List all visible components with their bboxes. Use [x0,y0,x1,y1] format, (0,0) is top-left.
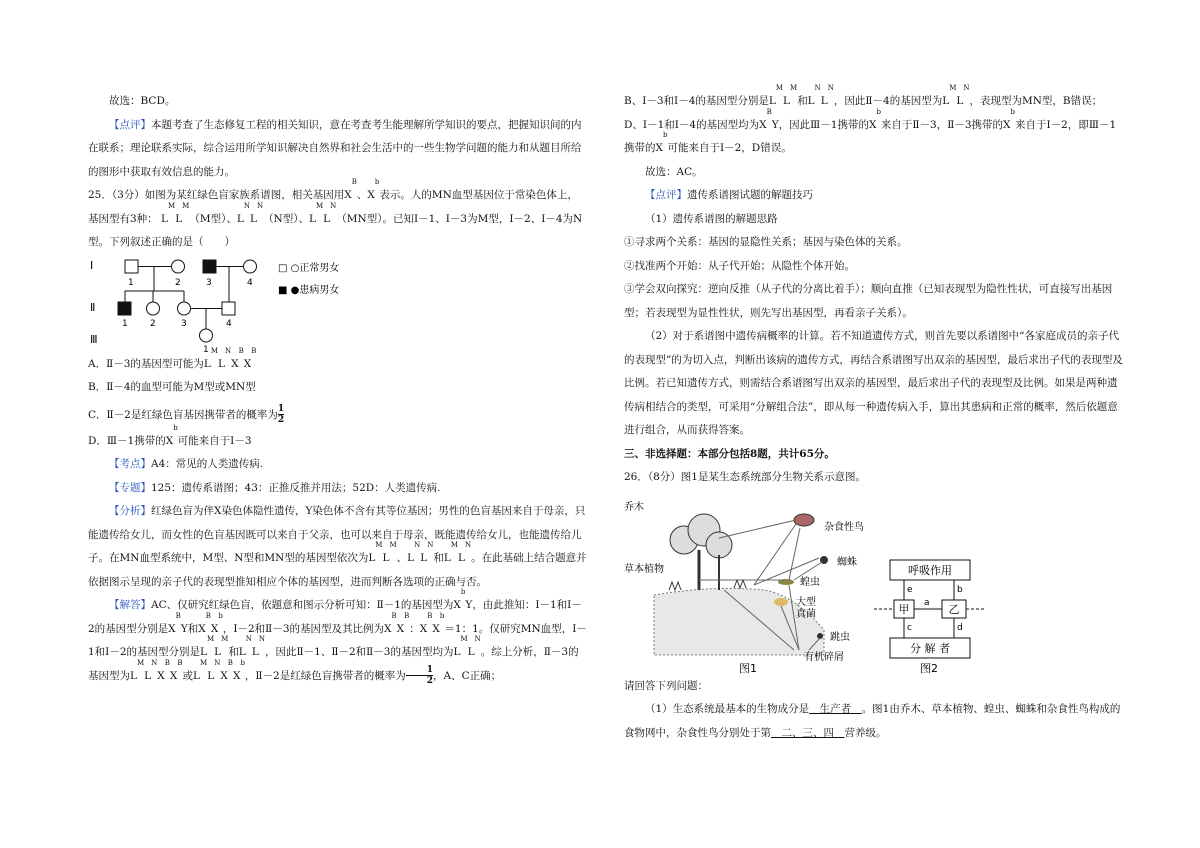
figure-1-svg [624,490,1124,675]
ecosystem-figures [624,490,1124,675]
pedigree-I1 [125,260,138,273]
svg-text:草本植物: 草本植物 [624,563,664,575]
question-26-stem: 26．（8分）图1是某生态系统部分生物关系示意图。 [624,471,866,483]
comment-tag: 【点评】 [109,118,151,131]
tips-5: （2）对于系谱图中遗传病概率的计算。若不知道遗传方式，则首先要以系谱图中“各家庭成员的亲子代的表现型”的为切入点，判断出该病的遗传方式，再结合系谱图写出双亲的基因型，最后求出子代的表现型及比例。若已知遗传方式，则需结合系谱图写出双亲的基因型，最后求出子代的表现型及比例。如果是两种遗传病相结合的类型，可采用“分解组合法”，即从每一种遗传病入手，算出其患病和正常的概率，然后依题意进行组合，从而获得答案。 [624,330,1123,436]
fraction: $\frac{1}{2}$ [277,404,285,425]
svg-text:1: 1 [203,344,209,353]
option-c: C．Ⅱ－2是红绿色盲基因携带者的概率为 $\frac{1}{2}$ [88,404,285,425]
svg-text:乙: 乙 [948,602,960,616]
svg-text:4: 4 [226,318,232,329]
svg-text:呼吸作用: 呼吸作用 [908,563,952,577]
svg-text:2: 2 [150,318,156,329]
svg-text:蜘蛛: 蜘蛛 [837,556,857,568]
svg-text:2: 2 [175,277,181,288]
option-a: A．Ⅱ－3的基因型可能为$L^ML^NX^BX^B$ [88,346,257,370]
svg-text:大型: 大型 [796,596,816,608]
svg-text:杂食性鸟: 杂食性鸟 [824,521,864,533]
pedigree-figure [88,255,588,353]
tips-3: ②找准两个开始：从子代开始；从隐性个体开始。 [624,259,855,272]
legend-sick: ■ ●患病男女 [278,284,340,296]
svg-text:3: 3 [206,277,212,288]
svg-text:4: 4 [247,277,253,288]
pedigree-II2 [147,302,160,315]
pedigree-I3 [203,260,216,273]
option-d-analysis: D、Ⅰ－1和Ⅰ－4的基因型均为$X^BY$，因此Ⅲ－1携带的$X^b$来自于Ⅱ－3，Ⅱ－3携带的$X^b$来自于Ⅰ－2，即Ⅲ－1携带的$X^b$可能来自于Ⅰ－2，D错误。 [624,107,1117,154]
option-d: D．Ⅲ－1携带的$X^b$可能来自于Ⅰ－3 [88,423,252,447]
right-column [624,84,1124,745]
svg-text:蝗虫: 蝗虫 [800,576,820,588]
svg-text:c: c [907,622,912,633]
svg-text:Ⅲ: Ⅲ [90,332,98,346]
tips-title: 【点评】遗传系谱图试题的解题技巧 [645,189,813,201]
svg-text:分 解 者: 分 解 者 [910,641,950,655]
kaodian-line: 【考点】A4：常见的人类遗传病. [109,458,264,470]
pedigree-III1 [200,329,213,342]
svg-text:甲: 甲 [898,602,910,616]
answer-ac: 故选：AC。 [645,165,703,178]
pedigree-II4 [222,302,235,315]
zhuanti-line: 【专题】125：遗传系谱图；43：正推反推并用法；52D：人类遗传病. [109,481,441,494]
svg-text:图2: 图2 [920,661,938,675]
tips-2: ①寻求两个关系：基因的显隐性关系；基因与染色体的关系。 [624,236,908,248]
figure-2 [874,560,986,675]
answer-1: （1）生态系统最基本的生物成分是 生产者 。图1由乔木、草本植物、蝗虫、蜘蛛和杂食性鸟构成的食物网中，杂食性鸟分别处于第 二、三、四 营养级。 [624,703,1121,739]
pedigree-I2 [172,260,185,273]
answer-line: 故选：BCD。 [109,95,176,107]
tips-1: （1）遗传系谱图的解题思路 [645,212,778,225]
left-column [88,90,588,688]
bird-icon [794,514,814,526]
pedigree-svg [88,255,388,353]
svg-text:1: 1 [122,318,128,329]
comment-paragraph: 【点评】本题考查了生态修复工程的相关知识，意在考查考生能理解所学知识的要点，把握知识间的内在联系；理论联系实际，综合运用所学知识解决自然界和社会生活中的一些生物学问题的能力和从题目所给的图形中获取有效信息的能力。 [88,118,582,178]
jieda-paragraph: 【解答】AC、仅研究红绿色盲，依题意和图示分析可知：Ⅱ－1的基因型为$X^bY$，由此推知：Ⅰ－1和Ⅰ－2的基因型分别是$X^BY$和$X^BX^b$，Ⅰ－2和Ⅱ－3的基因型及其比例为$X^BX^B$：$X^BX^b=1$：1。仅研究MN血型，Ⅰ－1和Ⅰ－2的基因型分别是$L^ML^M$和$L^NL^N$，因此Ⅱ－1、Ⅱ－2和Ⅱ－3的基因型均为$L^ML^N$。综上分析，Ⅱ－3的基因型为$L^ML^NX^BX^B$或$L^ML^NX^BX^b$，Ⅱ－2是红绿色盲携带者的概率为 $\frac{1}{2}$ ，A、C正确； [88,588,587,686]
question-prompt: 请回答下列问题： [624,679,708,692]
question-25-stem: 25．（3分）如图为某红绿色盲家族系谱图，相关基因用$X^B$、$X^b$表示。人的MN血型基因位于常染色体上，基因型有3种： $L^ML^M(M$型）、$L^NL^N(N$型）、$L^ML^N(MN$型）。已知Ⅰ－1、Ⅰ－3为M型，Ⅰ－2、Ⅰ－4为N型。下列叙述正确的是（ ） [88,178,583,248]
svg-text:b: b [957,584,963,595]
svg-text:d: d [957,622,963,633]
svg-text:a: a [924,597,930,608]
svg-text:跳虫: 跳虫 [830,631,850,643]
svg-text:真菌: 真菌 [796,608,816,620]
section-3-heading: 三、非选择题：本部分包括8题，共计65分。 [624,447,835,460]
pedigree-I4 [244,260,257,273]
svg-text:Ⅱ: Ⅱ [90,300,96,314]
svg-text:乔木: 乔木 [624,501,644,513]
legend-normal: □ ○正常男女 [278,262,340,274]
svg-text:e: e [907,584,913,595]
svg-text:Ⅰ: Ⅰ [90,258,94,272]
svg-text:有机碎屑: 有机碎屑 [804,651,844,663]
pedigree-II1 [118,302,131,315]
option-b-analysis: B、Ⅰ－3和Ⅰ－4的基因型分别是$L^ML^M$和$L^NL^N$，因此Ⅱ－4的基因型为$L^ML^N$，表现型为MN型，B错误； [624,84,1103,107]
svg-text:图1: 图1 [739,661,757,675]
svg-text:1: 1 [128,277,134,288]
pedigree-II3 [178,302,191,315]
fenxi-paragraph: 【分析】红绿色盲为伴X染色体隐性遗传，Y染色体不含有其等位基因；男性的色盲基因来自于母亲，只能遗传给女儿，而女性的色盲基因既可以来自于父亲，也可以来自于母亲，既能遗传给女儿，也能遗传给儿子。在MN血型系统中，M型、N型和MN型的基因型依次为$L^ML^M$、$L^NL^N$和$L^ML^N$。在此基础上结合题意并依据图示呈现的亲子代的表现型推知相应个体的基因型，进而判断各选项的正确与否。 [88,505,587,588]
fungus-icon [774,598,788,606]
option-b: B．Ⅱ－4的血型可能为M型或MN型 [88,381,256,393]
tips-4: ③学会双向探究：逆向反推（从子代的分离比着手）；顺向直推（已知表现型为隐性性状，可直接写出基因型；若表现型为显性性状，则先写出基因型，再看亲子关系）。 [624,283,1113,319]
svg-text:3: 3 [181,318,187,329]
